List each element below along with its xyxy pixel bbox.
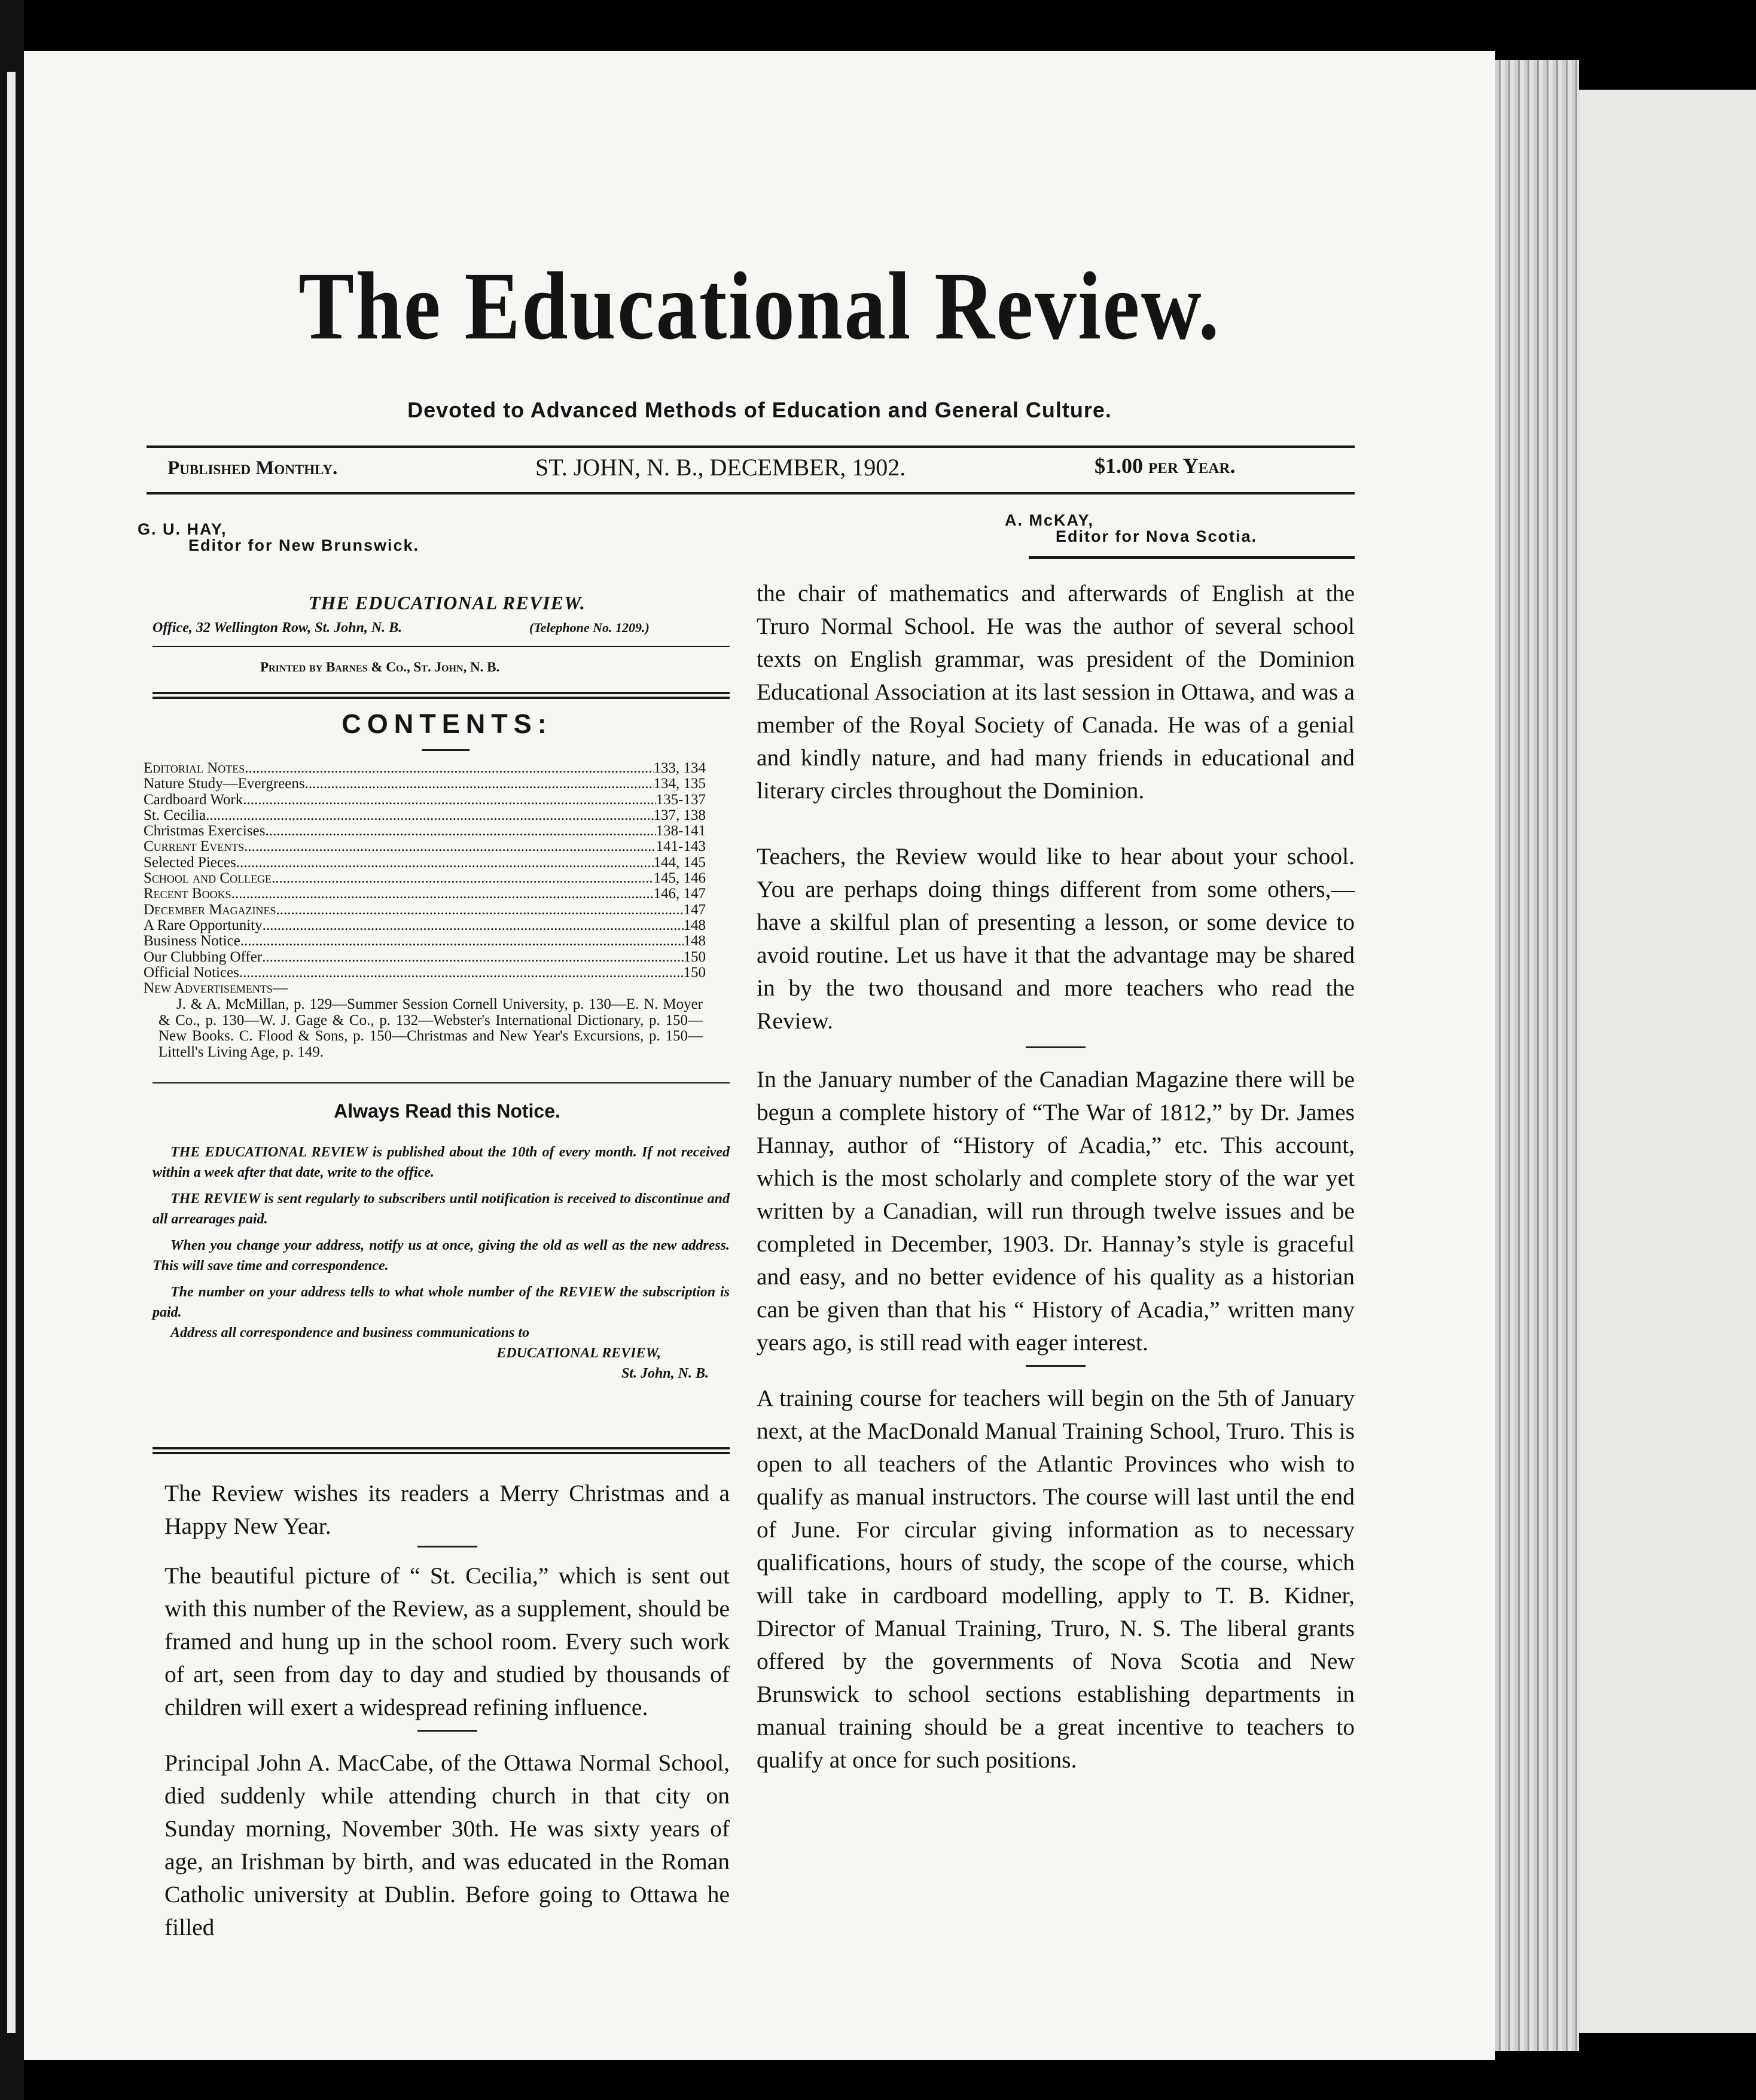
paragraph-text: In the January number of the Canadian Magazine there will be begun a complete history of “The War of 1812,” by Dr. James Hannay, author of “History of Acadia,” etc. This account, which is the most scholarly and complete story of the war yet written by a Canadian, will run through twelve issues and be completed in December, 1903. Dr. Hannay’s style is graceful and easy, and no better evidence of his quality as a historian can be given than that his “ History of Acadia,” written many years ago, is still read with eager interest.	[757, 1066, 1355, 1356]
editor-right-name: A. McKAY,	[1005, 511, 1095, 529]
contents-item	[144, 950, 706, 965]
notice-signature-name: EDUCATIONAL REVIEW,	[496, 1345, 661, 1361]
contents-leader-dots	[276, 902, 684, 918]
notice-body	[153, 1142, 730, 1384]
section-rule	[417, 1730, 477, 1732]
left-column-text	[164, 1477, 730, 1977]
contents-item	[144, 792, 706, 808]
office-box-title: THE EDUCATIONAL REVIEW.	[308, 592, 586, 613]
contents-item	[144, 871, 706, 886]
contents-heading-rule	[422, 749, 470, 751]
contents-item-label: Official Notices	[144, 964, 239, 981]
contents-bottom-rule	[153, 1082, 730, 1083]
office-address: Office, 32 Wellington Row, St. John, N. B.	[153, 620, 403, 636]
newspaper-page	[24, 51, 1495, 2060]
contents-item-label: Our Clubbing Offer	[144, 948, 263, 965]
printer-line: Printed by Barnes & Co., St. John, N. B.	[260, 660, 500, 674]
page-stack-edge	[1495, 60, 1579, 2051]
notice-signature-place: St. John, N. B.	[621, 1366, 709, 1381]
contents-item-label: Selected Pieces	[144, 854, 236, 871]
masthead-subtitle: Devoted to Advanced Methods of Education and General Culture.	[407, 398, 1112, 422]
contents-item-label: Business Notice	[144, 933, 240, 950]
section-rule	[1026, 1365, 1086, 1367]
contents-top-rule	[153, 692, 730, 699]
contents-leader-dots	[265, 823, 656, 839]
contents-leader-dots	[236, 855, 654, 871]
paragraph-text: The Review wishes its readers a Merry Christmas and a Happy New Year.	[164, 1480, 730, 1539]
notice-paragraph: Address all correspondence and business communications to	[170, 1325, 530, 1341]
contents-leader-dots	[243, 792, 656, 808]
section-rule	[1026, 1046, 1086, 1048]
notice-heading: Always Read this Notice.	[334, 1100, 560, 1122]
right-column-text	[757, 577, 1355, 1809]
contents-item	[144, 965, 706, 981]
paragraph-text: the chair of mathematics and afterwards of English at the Truro Normal School. He was the author of several school texts on English grammar, was president of the Dominion Educational Association at its last session in Ottawa, and was a member of the Royal Society of Canada. He was of a genial and kindly nature, and had many friends in educational and literary circles throughout the Dominion.	[757, 580, 1355, 804]
contents-item	[144, 886, 706, 902]
notice-paragraph: THE EDUCATIONAL REVIEW is published about the 10th of every month. If not received within a week after that date, write to the office.	[153, 1144, 730, 1180]
editor-right-role: Editor for Nova Scotia.	[1056, 527, 1258, 545]
contents-item-label: Nature Study—Evergreens	[144, 776, 305, 792]
contents-leader-dots	[240, 933, 684, 949]
paragraph-text: The beautiful picture of “ St. Cecilia,” which is sent out with this number of the Review, as a supplement, should be framed and hung up in the school room. Every such work of art, seen from day to day and studied by thousands of children will exert a widespread refining influence.	[164, 1562, 730, 1720]
contents-list	[144, 761, 706, 981]
article-paragraph	[164, 1477, 730, 1543]
contents-item	[144, 918, 706, 933]
contents-item	[144, 933, 706, 949]
article-paragraph	[757, 577, 1355, 807]
contents-item-label: St. Cecilia	[144, 807, 206, 823]
contents-item-label: A Rare Opportunity	[144, 917, 263, 933]
contents-leader-dots	[263, 918, 684, 933]
contents-item-label: Editorial Notes	[144, 760, 245, 776]
contents-item-pages: 134, 135	[653, 776, 706, 792]
contents-leader-dots	[244, 839, 656, 854]
masthead-bottom-rule	[147, 492, 1355, 495]
editor-rule	[1029, 556, 1355, 559]
contents-item	[144, 902, 706, 918]
contents-item-pages: 150	[683, 964, 706, 981]
notice-paragraph: When you change your address, notify us at once, giving the old as well as the new address. This will save time and correspondence.	[153, 1238, 730, 1274]
contents-item	[144, 839, 706, 854]
contents-item	[144, 823, 706, 839]
article-paragraph	[757, 840, 1355, 1037]
editor-left-role: Editor for New Brunswick.	[188, 536, 420, 554]
contents-item-label: December Magazines	[144, 901, 276, 918]
contents-item-label: Christmas Exercises	[144, 823, 266, 840]
contents-item-pages: 137, 138	[653, 807, 706, 823]
contents-leader-dots	[272, 871, 653, 886]
office-rule	[153, 646, 730, 647]
contents-item-pages: 148	[683, 933, 706, 950]
contents-item-label: Cardboard Work	[144, 791, 243, 808]
masthead-top-rule	[147, 445, 1355, 448]
subscription-price: $1.00 per Year.	[1095, 454, 1236, 478]
publication-frequency: Published Monthly.	[167, 457, 338, 479]
notice-bottom-rule	[153, 1447, 730, 1454]
contents-item	[144, 808, 706, 823]
contents-item-pages: 135-137	[656, 791, 706, 808]
contents-leader-dots	[239, 965, 684, 981]
contents-leader-dots	[262, 950, 683, 965]
office-telephone: (Telephone No. 1209.)	[529, 620, 650, 635]
contents-item	[144, 776, 706, 792]
contents-item-pages: 147	[683, 901, 706, 918]
place-and-date: ST. JOHN, N. B., DECEMBER, 1902.	[535, 454, 906, 481]
next-page-margin	[1579, 90, 1756, 2033]
contents-item	[144, 855, 706, 871]
notice-paragraph: The number on your address tells to what whole number of the REVIEW the subscription is paid.	[153, 1284, 730, 1320]
contents-leader-dots	[305, 776, 654, 792]
contents-item-pages: 133, 134	[653, 760, 706, 776]
contents-item-pages: 146, 147	[653, 886, 706, 902]
article-paragraph	[164, 1747, 730, 1944]
contents-leader-dots	[231, 886, 654, 902]
paragraph-text: A training course for teachers will begin on the 5th of January next, at the MacDonald Manual Training School, Truro. This is open to all teachers of the Atlantic Provinces who wish to qualify as manual instructors. The course will last until the end of June. For circular giving information as to necessary qualifications, hours of study, the scope of the course, which will take in cardboard modelling, apply to T. B. Kidner, Director of Manual Training, Truro, N. S. The liberal grants offered by the governments of Nova Scotia and New Brunswick to school sections establishing departments in manual training should be a great incentive to teachers to qualify at once for such positions.	[757, 1385, 1355, 1773]
masthead-title: The Educational Review.	[298, 253, 1221, 360]
contents-item-pages: 148	[683, 917, 706, 933]
contents-leader-dots	[245, 761, 653, 776]
contents-item-label: Current Events	[144, 838, 245, 855]
article-paragraph	[164, 1559, 730, 1724]
contents-item	[144, 761, 706, 776]
paragraph-text: Principal John A. MacCabe, of the Ottawa Normal School, died suddenly while attending church in that city on Sunday morning, November 30th. He was sixty years of age, an Irishman by birth, and was educated in the Roman Catholic university at Dublin. Before going to Ottawa he filled	[164, 1750, 730, 1940]
article-paragraph	[757, 1063, 1355, 1359]
contents-item-label: Recent Books	[144, 886, 231, 902]
new-ads-list: J. & A. McMillan, p. 129—Summer Session Cornell University, p. 130—E. N. Moyer & Co., p. 130—W. J. Gage & Co., p. 132—Webster's International Dictionary, p. 150—New Books. C. Flood & Sons, p. 150—Christmas and New Year's Excursions, p. 150—Littell's Living Age, p. 149.	[158, 996, 703, 1060]
contents-heading: CONTENTS:	[342, 709, 553, 739]
contents-item-pages: 144, 145	[653, 854, 706, 871]
contents-item-pages: 141-143	[656, 838, 706, 855]
left-page-edge	[0, 0, 24, 2100]
notice-paragraph: THE REVIEW is sent regularly to subscribers until notification is received to discontinue and all arrearages paid.	[153, 1191, 730, 1227]
contents-item-label: School and College	[144, 870, 272, 887]
contents-item-pages: 138-141	[656, 823, 706, 840]
editor-left-name: G. U. HAY,	[138, 520, 227, 538]
contents-leader-dots	[206, 808, 653, 823]
paragraph-text: Teachers, the Review would like to hear about your school. You are perhaps doing things different from some others,—have a skilful plan of presenting a lesson, or some device to avoid routine. Let us have it that the advantage may be shared in by the two thousand and more teachers who read the Review.	[757, 843, 1355, 1034]
new-ads-heading: New Advertisements—	[144, 980, 288, 996]
section-rule	[417, 1546, 477, 1547]
article-paragraph	[757, 1382, 1355, 1777]
contents-item-pages: 145, 146	[653, 870, 706, 887]
contents-item-pages: 150	[683, 948, 706, 965]
